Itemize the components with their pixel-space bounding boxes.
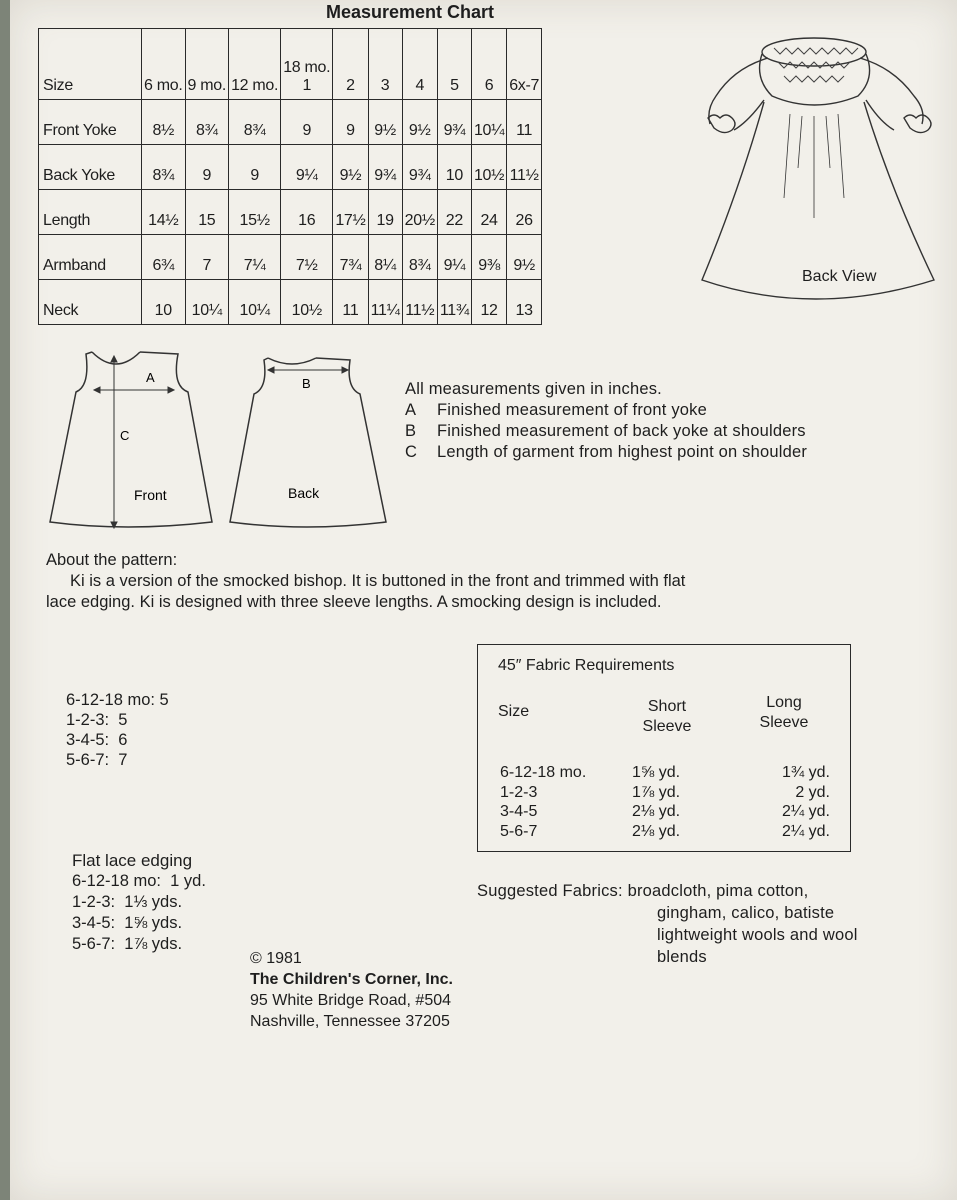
list-item: 3-4-5: 6 (66, 731, 128, 749)
table-cell: 11½ (507, 145, 542, 190)
table-cell: 10 (437, 145, 471, 190)
table-row (39, 100, 542, 145)
fabric-short-cell: 2⅛ yd. (632, 803, 681, 820)
fabric-long-cell: 2 yd. (795, 783, 830, 801)
row-label: Back Yoke (39, 145, 142, 190)
table-cell: 6¾ (142, 235, 186, 280)
table-cell: 10¼ (471, 100, 506, 145)
table-cell: 8½ (142, 100, 186, 145)
header-size-col: 6 (471, 29, 506, 100)
table-row (39, 235, 542, 280)
table-row (39, 190, 542, 235)
list-item: 6-12-18 mo: 1 yd. (72, 872, 206, 890)
fabric-short-cell: 1⅞ yd. (632, 783, 681, 801)
table-cell: 10¼ (185, 280, 229, 325)
list-item: 1-2-3: 5 (66, 711, 128, 729)
back-view-sketch (694, 18, 944, 318)
table-cell: 7¼ (229, 235, 281, 280)
note-key: A (405, 401, 417, 419)
table-cell: 24 (471, 190, 506, 235)
table-cell: 11¾ (437, 280, 471, 325)
table-cell: 9 (229, 145, 281, 190)
table-cell: 17½ (333, 190, 368, 235)
table-cell: 19 (368, 190, 402, 235)
list-item: 5-6-7: 1⅞ yds. (72, 935, 183, 953)
row-label: Length (39, 190, 142, 235)
marker-a: A (146, 370, 155, 385)
list-item: 3-4-5: 1⅝ yds. (72, 914, 183, 932)
table-cell: 22 (437, 190, 471, 235)
fabric-size-cell: 3-4-5 (500, 803, 538, 820)
fabric-short-cell: 1⅝ yd. (632, 764, 681, 781)
header-size-col: 12 mo. (229, 29, 281, 100)
table-cell: 8¾ (402, 235, 437, 280)
fabric-size-cell: 5-6-7 (500, 822, 538, 840)
fabric-long-cell: 2¼ yd. (781, 803, 830, 820)
header-size-col: 6x-7 (507, 29, 542, 100)
back-view-label: Back View (802, 268, 877, 285)
table-cell: 14½ (142, 190, 186, 235)
header-size-col: 4 (402, 29, 437, 100)
table-cell: 8¾ (185, 100, 229, 145)
table-cell: 13 (507, 280, 542, 325)
publisher-address-2: Nashville, Tennessee 37205 (250, 1013, 450, 1030)
row-label: Neck (39, 280, 142, 325)
table-cell: 9½ (507, 235, 542, 280)
note-item (405, 400, 827, 421)
fabric-col-long: Long Sleeve (759, 694, 809, 731)
smocking-rows-list (66, 690, 169, 770)
table-row (500, 763, 830, 783)
table-cell: 26 (507, 190, 542, 235)
table-cell: 11 (333, 280, 368, 325)
marker-c: C (120, 428, 130, 443)
table-cell: 7¾ (333, 235, 368, 280)
table-cell: 16 (281, 190, 333, 235)
back-label: Back (288, 485, 320, 501)
table-cell: 7½ (281, 235, 333, 280)
fabric-size-cell: 1-2-3 (500, 783, 538, 801)
table-cell: 9 (281, 100, 333, 145)
table-cell: 7 (185, 235, 229, 280)
copyright: © 1981 (250, 950, 302, 967)
publisher-address-1: 95 White Bridge Road, #504 (250, 992, 452, 1009)
header-size-col: 5 (437, 29, 471, 100)
marker-b: B (302, 376, 311, 391)
table-cell: 9½ (368, 100, 402, 145)
note-item (405, 442, 827, 463)
table-cell: 9¼ (437, 235, 471, 280)
about-line-1: Ki is a version of the smocked bishop. It is buttoned in the front and trimmed with flat (70, 572, 686, 590)
table-cell: 10½ (281, 280, 333, 325)
publisher-info (250, 948, 453, 1032)
note-text: Finished measurement of front yoke (437, 401, 708, 419)
table-cell: 9 (185, 145, 229, 190)
about-pattern (46, 550, 836, 613)
table-cell: 8¾ (229, 100, 281, 145)
header-size-col: 9 mo. (185, 29, 229, 100)
table-cell: 9¾ (368, 145, 402, 190)
fabric-size-cell: 6-12-18 mo. (500, 764, 587, 781)
suggested-label: Suggested Fabrics: (477, 882, 623, 900)
table-cell: 9¾ (437, 100, 471, 145)
fabric-col-size: Size (498, 703, 530, 720)
suggested-line-2: gingham, calico, batiste (657, 904, 835, 922)
header-size: Size (39, 29, 142, 100)
table-row (500, 783, 830, 803)
note-key: C (405, 443, 418, 461)
about-heading: About the pattern: (46, 551, 178, 569)
measurement-notes (405, 379, 827, 463)
table-cell: 10 (142, 280, 186, 325)
lace-heading: Flat lace edging (72, 851, 193, 870)
table-row (39, 280, 542, 325)
suggested-line-4: blends (657, 948, 707, 966)
table-cell: 9 (333, 100, 368, 145)
front-label: Front (134, 487, 167, 503)
notes-intro: All measurements given in inches. (405, 380, 662, 398)
table-row (39, 145, 542, 190)
table-cell: 9¾ (402, 145, 437, 190)
note-item (405, 421, 827, 442)
chart-title: Measurement Chart (326, 2, 495, 22)
measurement-chart-table (38, 28, 542, 325)
table-cell: 8¾ (142, 145, 186, 190)
publisher-name: The Children's Corner, Inc. (250, 971, 453, 988)
fabric-long-cell: 1¾ yd. (781, 764, 830, 781)
suggested-line-1: broadcloth, pima cotton, (627, 882, 809, 900)
front-flat-sketch (46, 346, 218, 532)
list-item: 1-2-3: 1⅓ yds. (72, 893, 183, 911)
table-row (500, 822, 830, 842)
table-cell: 20½ (402, 190, 437, 235)
table-cell: 9⅜ (471, 235, 506, 280)
table-cell: 9½ (402, 100, 437, 145)
header-size-col: 3 (368, 29, 402, 100)
suggested-fabrics (477, 880, 858, 968)
note-text: Length of garment from highest point on shoulder (437, 443, 808, 461)
note-key: B (405, 422, 417, 440)
table-cell: 11¼ (368, 280, 402, 325)
table-cell: 15 (185, 190, 229, 235)
back-flat-sketch (226, 352, 390, 530)
table-cell: 8¼ (368, 235, 402, 280)
table-cell: 9½ (333, 145, 368, 190)
header-size-col: 2 (333, 29, 368, 100)
lace-edging (72, 850, 206, 955)
fabric-requirements-box (477, 644, 851, 852)
row-label: Armband (39, 235, 142, 280)
table-cell: 11 (507, 100, 542, 145)
fabric-long-cell: 2¼ yd. (781, 822, 830, 840)
header-size-col: 6 mo. (142, 29, 186, 100)
suggested-line-3: lightweight wools and wool (657, 926, 858, 944)
list-item: 5-6-7: 7 (66, 751, 128, 769)
table-cell: 12 (471, 280, 506, 325)
table-row (500, 802, 830, 822)
table-cell: 10½ (471, 145, 506, 190)
table-cell: 15½ (229, 190, 281, 235)
about-line-2: lace edging. Ki is designed with three sleeve lengths. A smocking design is included. (46, 593, 662, 611)
table-cell: 9¼ (281, 145, 333, 190)
fabric-col-short: Short Sleeve (642, 698, 692, 735)
list-item: 6-12-18 mo: 5 (66, 691, 169, 709)
note-text: Finished measurement of back yoke at shoulders (437, 422, 806, 440)
table-cell: 11½ (402, 280, 437, 325)
row-label: Front Yoke (39, 100, 142, 145)
header-size-col: 18 mo. 1 (281, 29, 333, 100)
table-cell: 10¼ (229, 280, 281, 325)
fabric-short-cell: 2⅛ yd. (632, 822, 681, 840)
fabric-title: 45″ Fabric Requirements (498, 657, 675, 674)
